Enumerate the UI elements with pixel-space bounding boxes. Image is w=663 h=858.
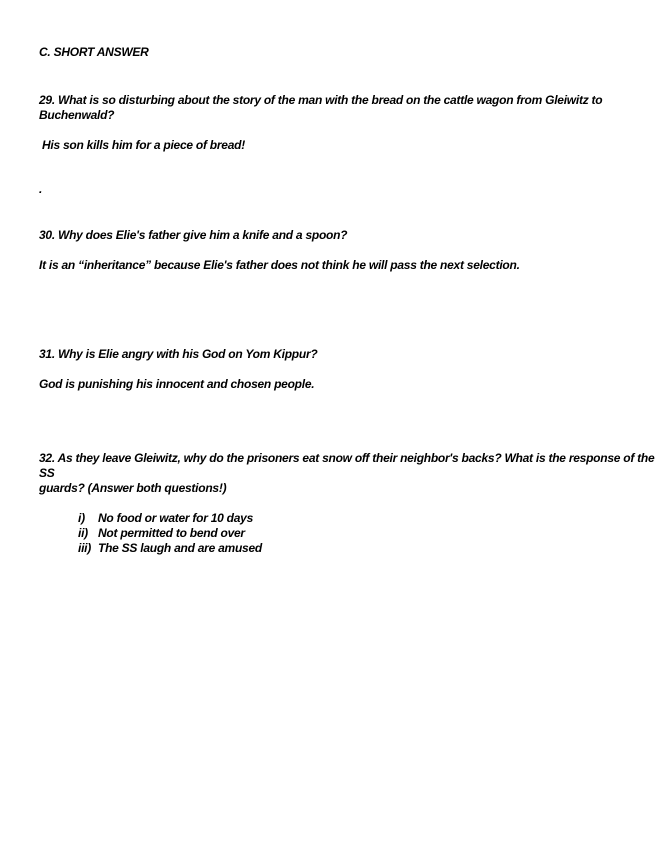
q29-answer: His son kills him for a piece of bread! — [42, 138, 245, 152]
q32-answer-item — [78, 541, 262, 556]
q30-answer: It is an “inheritance” because Elie's father does not think he will pass the next selection. — [39, 258, 520, 272]
q32-question-line1-wrap: SS — [39, 466, 55, 480]
q31-question: 31. Why is Elie angry with his God on Yom Kippur? — [39, 347, 318, 361]
q30-question: 30. Why does Elie's father give him a knife and a spoon? — [39, 228, 348, 242]
list-number: i) — [78, 511, 85, 525]
list-number: iii) — [78, 541, 91, 555]
list-text: The SS laugh and are amused — [98, 541, 262, 555]
q29-question-line2: Buchenwald? — [39, 108, 115, 122]
q29-stray-mark: . — [39, 182, 43, 196]
q29-question-line1: 29. What is so disturbing about the story of the man with the bread on the cattle wagon from Gleiwitz to — [39, 93, 603, 107]
q32-question-line1: 32. As they leave Gleiwitz, why do the prisoners eat snow off their neighbor's backs? What is the response of the — [39, 451, 655, 465]
list-text: Not permitted to bend over — [98, 526, 245, 540]
q31-answer: God is punishing his innocent and chosen people. — [39, 377, 315, 391]
list-number: ii) — [78, 526, 88, 540]
q32-answer-item — [78, 511, 253, 526]
q32-answer-item — [78, 526, 245, 541]
q32-question-line2: guards? (Answer both questions!) — [39, 481, 227, 495]
section-heading: C. SHORT ANSWER — [39, 45, 149, 59]
list-text: No food or water for 10 days — [98, 511, 254, 525]
